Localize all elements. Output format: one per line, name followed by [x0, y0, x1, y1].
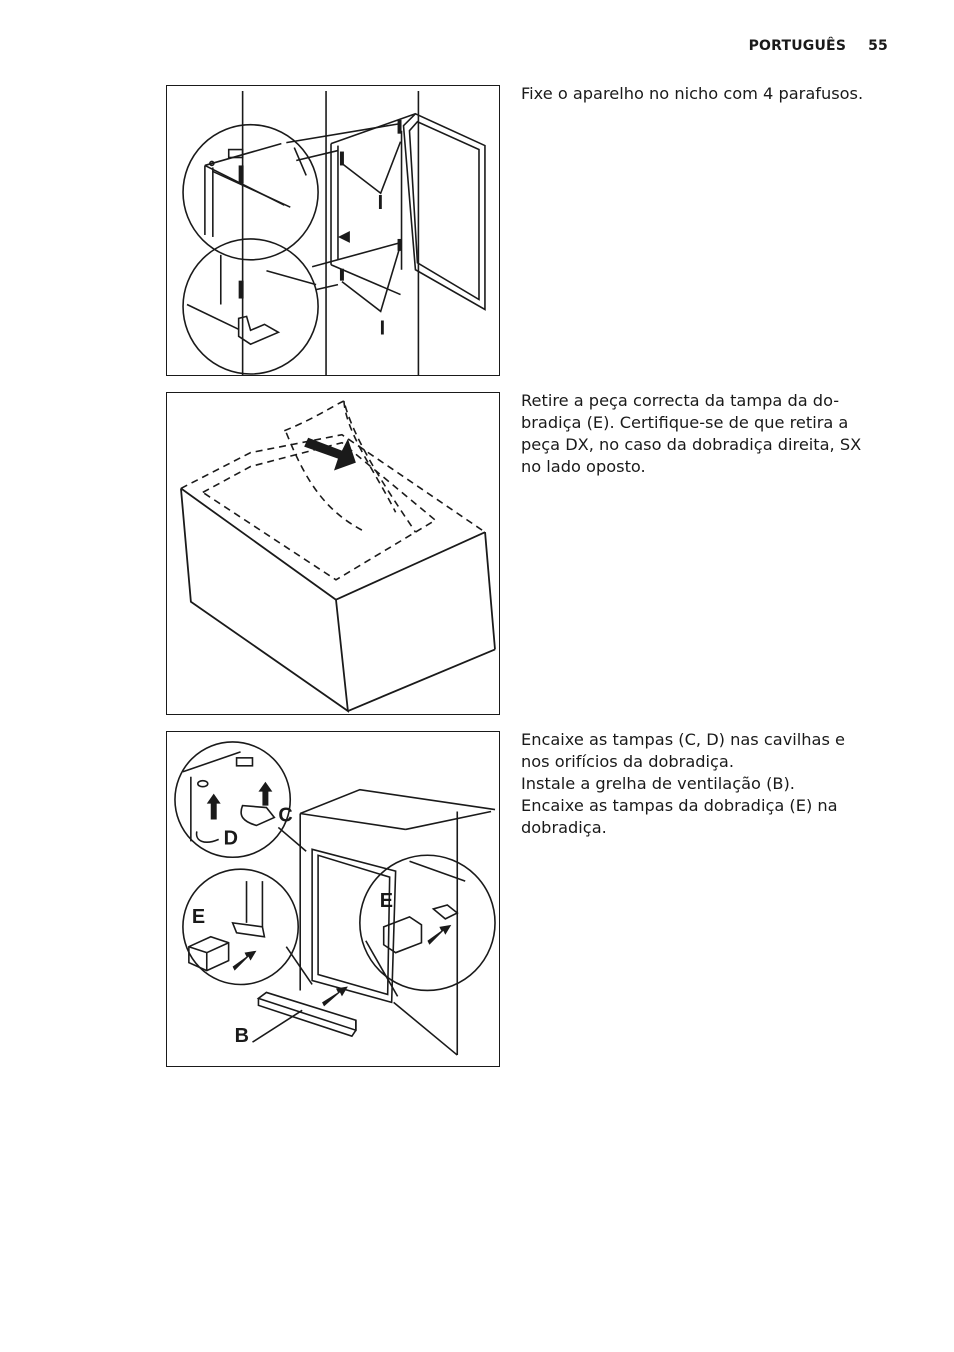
step-2-line-2: bradiça (E). Certifique-se de que retira a [521, 413, 849, 432]
step-3-line-2: nos orifícios da dobradiça. [521, 752, 734, 771]
step-2-text [521, 390, 891, 478]
label-b: B [234, 1025, 249, 1048]
step-2-line-1: Retire a peça correcta da tampa da do- [521, 391, 840, 410]
step-1-text [521, 83, 891, 105]
label-e-left: E [191, 905, 206, 928]
figure-covers-grille [166, 731, 500, 1067]
page-header [749, 38, 888, 54]
step-1-line: Fixe o aparelho no nicho com 4 parafusos. [521, 84, 864, 103]
step-3-line-5: dobradiça. [521, 818, 607, 837]
screw-fixing-illustration [167, 86, 499, 375]
label-c: C [278, 804, 293, 827]
figure-hinge-cover [166, 392, 500, 715]
header-language: PORTUGUÊS [748, 38, 847, 54]
label-d: D [223, 827, 239, 850]
covers-grille-illustration [167, 732, 499, 1066]
page-number: 55 [868, 38, 888, 54]
step-3-line-1: Encaixe as tampas (C, D) nas cavilhas e [521, 730, 846, 749]
hinge-cover-illustration [167, 393, 499, 714]
label-screw-bottom: I [379, 317, 386, 340]
step-3-text [521, 729, 891, 839]
figure-screw-fixing [166, 85, 500, 376]
step-3-line-3: Instale a grelha de ventilação (B). [521, 774, 795, 793]
label-screw-top: I [377, 192, 384, 215]
step-3-line-4: Encaixe as tampas da dobradiça (E) na [521, 796, 838, 815]
step-2-line-3: peça DX, no caso da dobradiça direita, SX [521, 435, 862, 454]
label-e-right: E [379, 889, 393, 912]
step-2-line-4: no lado oposto. [521, 457, 646, 476]
